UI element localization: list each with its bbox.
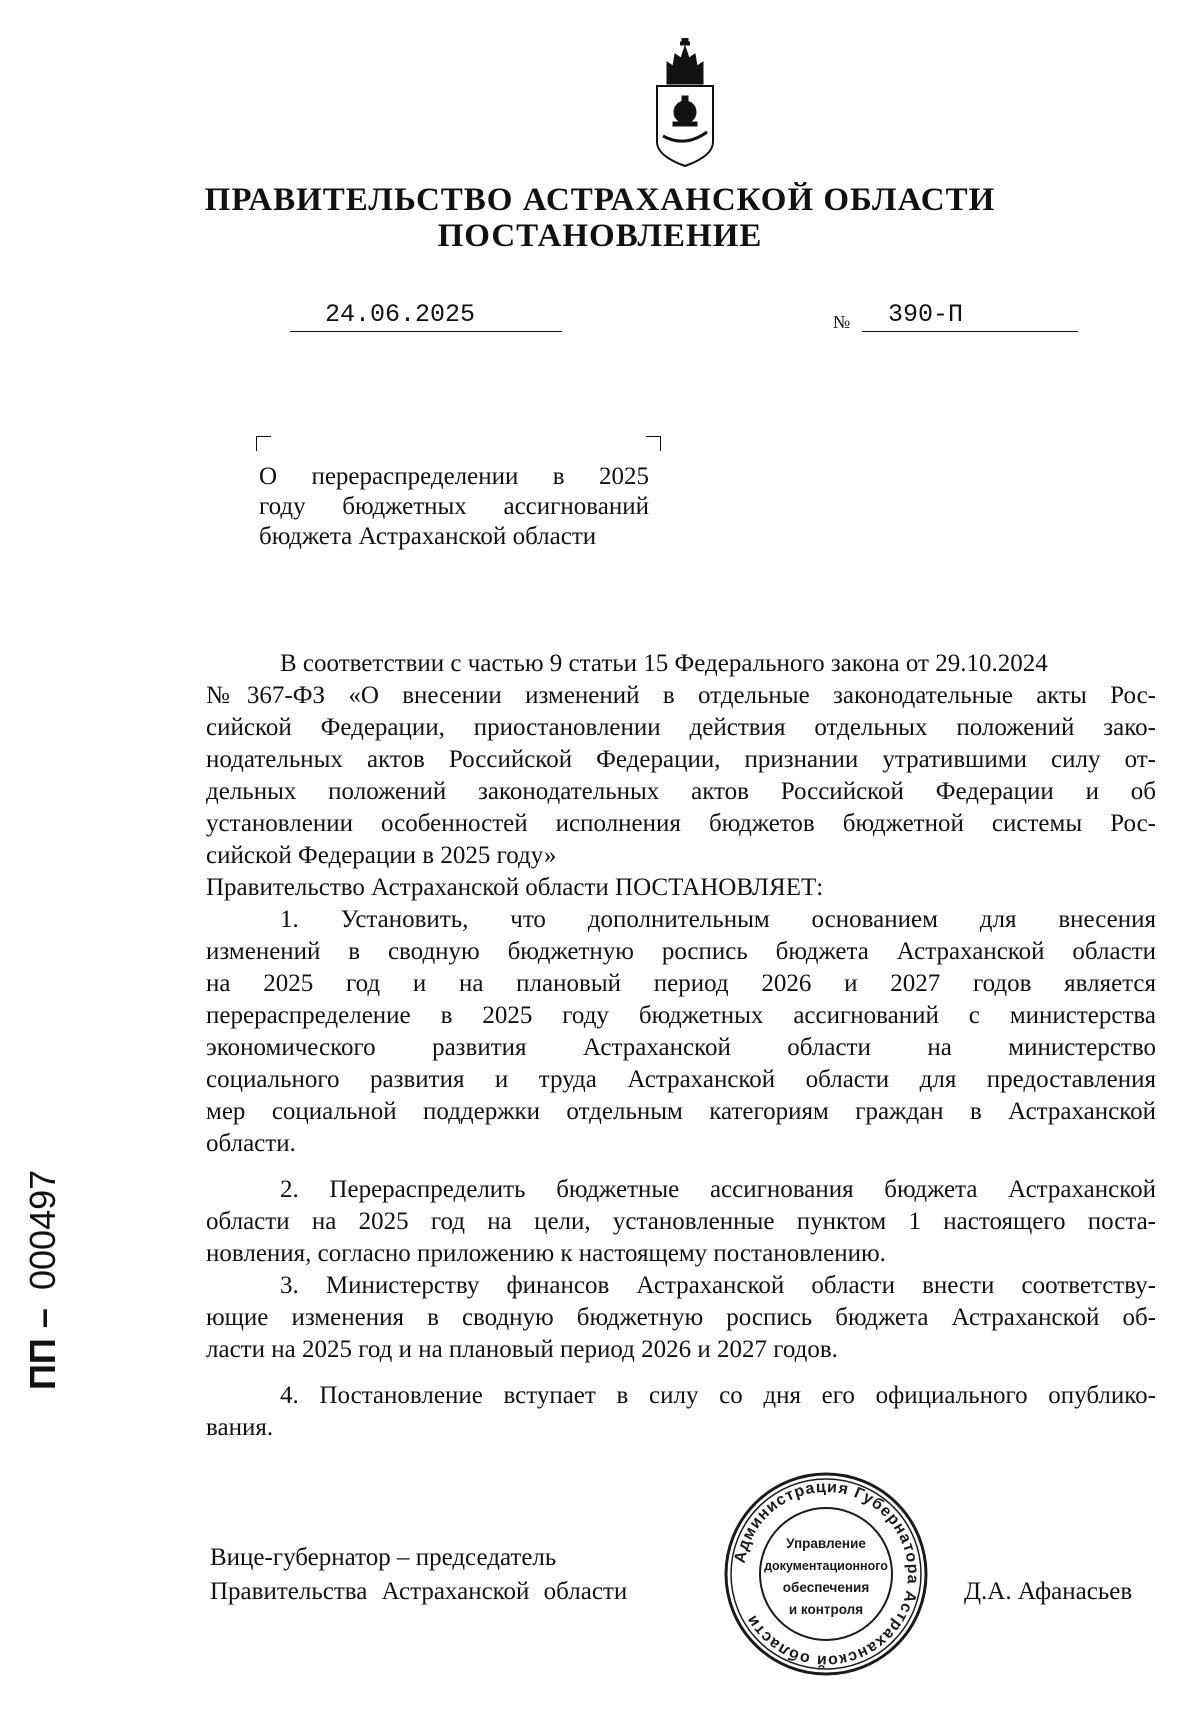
body-line: сийской Федерации, приостановлении действия отдельных положений зако- <box>206 714 1156 741</box>
body-line: экономического развития Астраханской области на министерство <box>206 1034 1156 1061</box>
stamp-center-line: Управление <box>786 1536 866 1551</box>
body-line: новления, согласно приложению к настоящему постановлению. <box>206 1240 886 1267</box>
document-date: 24.06.2025 <box>325 300 476 329</box>
title-line: О перераспределении в 2025 <box>259 463 649 490</box>
body-line: В соответствии с частью 9 статьи 15 Федерального закона от 29.10.2024 <box>280 650 1048 677</box>
body-line: ющие изменения в сводную бюджетную роспись бюджета Астраханской об- <box>206 1304 1156 1331</box>
body-line: Правительство Астраханской области ПОСТАНОВЛЯЕТ: <box>206 874 824 901</box>
body-line: вания. <box>206 1414 274 1441</box>
date-underline <box>290 331 562 332</box>
body-line: изменений в сводную бюджетную роспись бюджета Астраханской области <box>206 938 1156 965</box>
body-line: нодательных актов Российской Федерации, признании утратившими силу от- <box>206 746 1156 773</box>
title-corner-left <box>256 436 271 451</box>
body-line: №367-ФЗ «О внесении изменений в отдельные законодательные акты Рос- <box>206 682 1156 709</box>
stamp-center-line: обеспечения <box>782 1580 870 1595</box>
body-line: области. <box>206 1130 296 1157</box>
body-line: установлении особенностей исполнения бюджетов бюджетной системы Рос- <box>206 810 1156 837</box>
official-stamp <box>722 1470 930 1678</box>
body-line: области на 2025 год на цели, установленные пунктом 1 настоящего поста- <box>206 1208 1156 1235</box>
side-serial-number: 000497 <box>22 1169 63 1290</box>
document-type-heading: ПОСТАНОВЛЕНИЕ <box>437 218 763 254</box>
stamp-ring-text: Администрация Губернатора Астраханской области <box>731 1478 922 1670</box>
body-line: 4. Постановление вступает в силу со дня его официального опублико- <box>280 1382 1156 1409</box>
body-line: мер социальной поддержки отдельным категориям граждан в Астраханской <box>206 1098 1156 1125</box>
body-line: перераспределение в 2025 году бюджетных ассигнований с министерства <box>206 1002 1156 1029</box>
body-line: дельных положений законодательных актов Российской Федерации и об <box>206 778 1156 805</box>
side-serial-prefix: ПП – <box>22 1308 63 1390</box>
body-line: социального развития и труда Астраханской области для предоставления <box>206 1066 1156 1093</box>
body-line: на 2025 год и на плановый период 2026 и 2027 годов является <box>206 970 1156 997</box>
number-label: № <box>833 312 851 332</box>
document-number: 390-П <box>888 300 964 329</box>
signatory-position: Правительства Астраханской области <box>210 1578 628 1605</box>
coat-of-arms-icon <box>645 38 725 170</box>
body-line: сийской Федерации в 2025 году» <box>206 842 557 869</box>
title-corner-right <box>646 436 661 451</box>
signatory-name: Д.А. Афанасьев <box>964 1578 1133 1605</box>
stamp-center-line: и контроля <box>788 1602 864 1617</box>
government-heading: ПРАВИТЕЛЬСТВО АСТРАХАНСКОЙ ОБЛАСТИ <box>204 182 996 218</box>
title-line: бюджета Астраханской области <box>259 523 597 550</box>
body-line: 2. Перераспределить бюджетные ассигнования бюджета Астраханской <box>280 1176 1156 1203</box>
title-line: году бюджетных ассигнований <box>259 493 649 520</box>
number-underline <box>862 331 1078 332</box>
side-serial-mark <box>22 1090 62 1390</box>
body-line: ласти на 2025 год и на плановый период 2026 и 2027 годов. <box>206 1336 838 1363</box>
signatory-position: Вице-губернатор – председатель <box>210 1544 557 1571</box>
stamp-center-line: документационного <box>764 1559 888 1573</box>
body-line: 3. Министерству финансов Астраханской области внести соответству- <box>280 1272 1156 1299</box>
body-line: 1. Установить, что дополнительным основанием для внесения <box>280 906 1156 933</box>
